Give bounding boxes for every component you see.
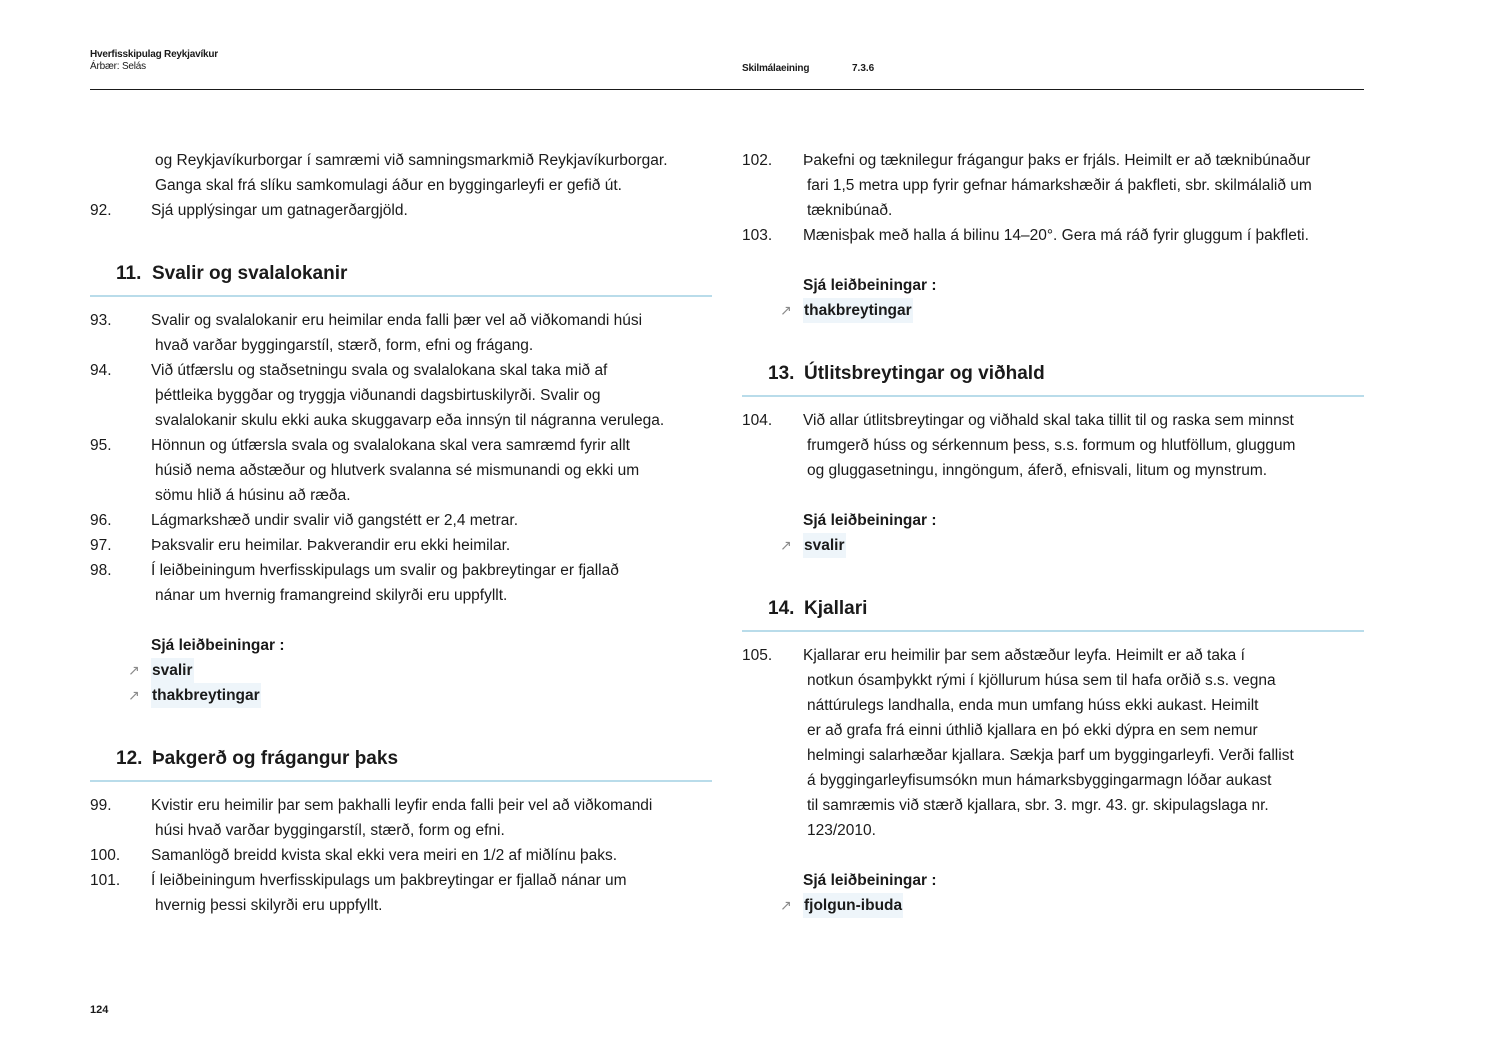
item-number: 102.: [742, 152, 773, 169]
list-item: hvernig þessi skilyrði eru uppfyllt.: [155, 897, 383, 914]
arrow-icon: ↗: [780, 302, 792, 318]
list-item: er að grafa frá einni úthlið kjallara en þó ekki dýpra en sem nemur: [807, 722, 1258, 739]
item-number: 105.: [742, 647, 773, 664]
item-number: 94.: [90, 362, 112, 379]
list-item: 98. Í leiðbeiningum hverfisskipulags um svalir og þakbreytingar er fjallað: [90, 558, 712, 583]
list-item: og Reykjavíkurborgar í samræmi við samningsmarkmið Reykjavíkurborgar.: [155, 152, 668, 169]
list-item: 103. Mænisþak með halla á bilinu 14–20°. Gera má ráð fyrir gluggum í þakfleti.: [742, 223, 1364, 248]
document-header: [90, 49, 218, 73]
list-item: fari 1,5 metra upp fyrir gefnar hámarkshæðir á þakfleti, sbr. skilmálalið um: [807, 177, 1312, 194]
list-item: 96. Lágmarkshæð undir svalir við gangstétt er 2,4 metrar.: [90, 508, 712, 533]
list-item: og gluggasetningu, inngöngum, áferð, efnisvali, litum og mynstrum.: [807, 462, 1268, 479]
item-number: 98.: [90, 562, 112, 579]
document-subtitle: Árbær: Selás: [90, 61, 146, 72]
list-item: 94. Við útfærslu og staðsetningu svala og svalalokana skal taka mið af: [90, 358, 712, 383]
item-number: 103.: [742, 227, 773, 244]
list-item: sömu hlið á húsinu að ræða.: [155, 487, 351, 504]
section-divider: [742, 395, 1364, 397]
arrow-icon: ↗: [780, 897, 792, 913]
list-item: notkun ósamþykkt rými í kjöllurum húsa sem til hafa orðið s.s. vegna: [807, 672, 1276, 689]
section-heading: 14. Kjallari: [768, 598, 868, 619]
list-item: 95. Hönnun og útfærsla svala og svalalokana skal vera samræmd fyrir allt: [90, 433, 712, 458]
header-divider: [90, 89, 1364, 90]
section-number: 7.3.6: [852, 63, 875, 74]
list-item: náttúrulegs landhalla, enda mun umfang húss ekki aukast. Heimilt: [807, 697, 1259, 714]
list-item: 102. Þakefni og tæknilegur frágangur þaks er frjáls. Heimilt er að tæknibúnaður: [742, 148, 1364, 173]
section-heading: 12. Þakgerð og frágangur þaks: [116, 748, 399, 769]
see-guidelines-label: Sjá leiðbeiningar :: [151, 637, 285, 654]
list-item: 92. Sjá upplýsingar um gatnagerðargjöld.: [90, 198, 712, 223]
list-item: húsi hvað varðar byggingarstíl, stærð, form og efni.: [155, 822, 505, 839]
item-number: 100.: [90, 847, 121, 864]
list-item: 99. Kvistir eru heimilir þar sem þakhalli leyfir enda falli þeir vel að viðkomandi: [90, 793, 712, 818]
list-item: Ganga skal frá slíku samkomulagi áður en byggingarleyfi er gefið út.: [155, 177, 622, 194]
list-item: 101. Í leiðbeiningum hverfisskipulags um þakbreytingar er fjallað nánar um: [90, 868, 712, 893]
item-number: 92.: [90, 202, 112, 219]
list-item: 105. Kjallarar eru heimilir þar sem aðstæður leyfa. Heimilt er að taka í: [742, 643, 1364, 668]
list-item: 93. Svalir og svalalokanir eru heimilar enda falli þær vel að viðkomandi húsi: [90, 308, 712, 333]
list-item: nánar um hvernig framangreind skilyrði eru uppfyllt.: [155, 587, 508, 604]
list-item: 100. Samanlögð breidd kvista skal ekki vera meiri en 1/2 af miðlínu þaks.: [90, 843, 712, 868]
item-number: 97.: [90, 537, 112, 554]
section-divider: [742, 630, 1364, 632]
arrow-icon: ↗: [128, 687, 140, 703]
item-number: 104.: [742, 412, 773, 429]
item-number: 93.: [90, 312, 112, 329]
page-number: 124: [90, 1004, 109, 1016]
arrow-icon: ↗: [780, 537, 792, 553]
list-item: þéttleika byggðar og tryggja viðunandi dagsbirtuskilyrði. Svalir og: [155, 387, 601, 404]
guideline-link-svalir[interactable]: ↗ svalir: [90, 658, 712, 683]
item-number: 99.: [90, 797, 112, 814]
see-guidelines-label: Sjá leiðbeiningar :: [803, 277, 937, 294]
guideline-link-fjolgun-ibuda[interactable]: ↗ fjolgun-ibuda: [742, 893, 1364, 918]
list-item: húsið nema aðstæður og hlutverk svalanna sé mismunandi og ekki um: [155, 462, 640, 479]
list-item: frumgerð húss og sérkennum þess, s.s. formum og hlutföllum, gluggum: [807, 437, 1296, 454]
section-heading: 13. Útlitsbreytingar og viðhald: [768, 363, 1045, 384]
list-item: á byggingarleyfisumsókn mun hámarksbyggingarmagn lóðar aukast: [807, 772, 1272, 789]
list-item: 123/2010.: [807, 822, 876, 839]
section-divider: [90, 295, 712, 297]
list-item: 97. Þaksvalir eru heimilar. Þakverandir eru ekki heimilar.: [90, 533, 712, 558]
document-title: Hverfisskipulag Reykjavíkur: [90, 49, 218, 60]
right-column: [742, 148, 1364, 918]
guideline-link-thakbreytingar[interactable]: ↗ thakbreytingar: [90, 683, 712, 708]
item-number: 95.: [90, 437, 112, 454]
section-heading: 11. Svalir og svalalokanir: [116, 263, 348, 284]
see-guidelines-label: Sjá leiðbeiningar :: [803, 872, 937, 889]
item-number: 101.: [90, 872, 121, 889]
list-item: tæknibúnað.: [807, 202, 893, 219]
list-item: svalalokanir skulu ekki auka skuggavarp eða innsýn til nágranna verulega.: [155, 412, 665, 429]
section-label: Skilmálaeining: [742, 63, 810, 74]
see-guidelines-label: Sjá leiðbeiningar :: [803, 512, 937, 529]
arrow-icon: ↗: [128, 662, 140, 678]
guideline-link-thakbreytingar[interactable]: ↗ thakbreytingar: [742, 298, 1364, 323]
list-item: 104. Við allar útlitsbreytingar og viðhald skal taka tillit til og raska sem minnst: [742, 408, 1364, 433]
left-column: [90, 148, 712, 918]
list-item: til samræmis við stærð kjallara, sbr. 3. mgr. 43. gr. skipulagslaga nr.: [807, 797, 1269, 814]
list-item: hvað varðar byggingarstíl, stærð, form, efni og frágang.: [155, 337, 534, 354]
item-number: 96.: [90, 512, 112, 529]
guideline-link-svalir[interactable]: ↗ svalir: [742, 533, 1364, 558]
list-item: helmingi salarhæðar kjallara. Sækja þarf um byggingarleyfi. Verði fallist: [807, 747, 1294, 764]
section-divider: [90, 780, 712, 782]
